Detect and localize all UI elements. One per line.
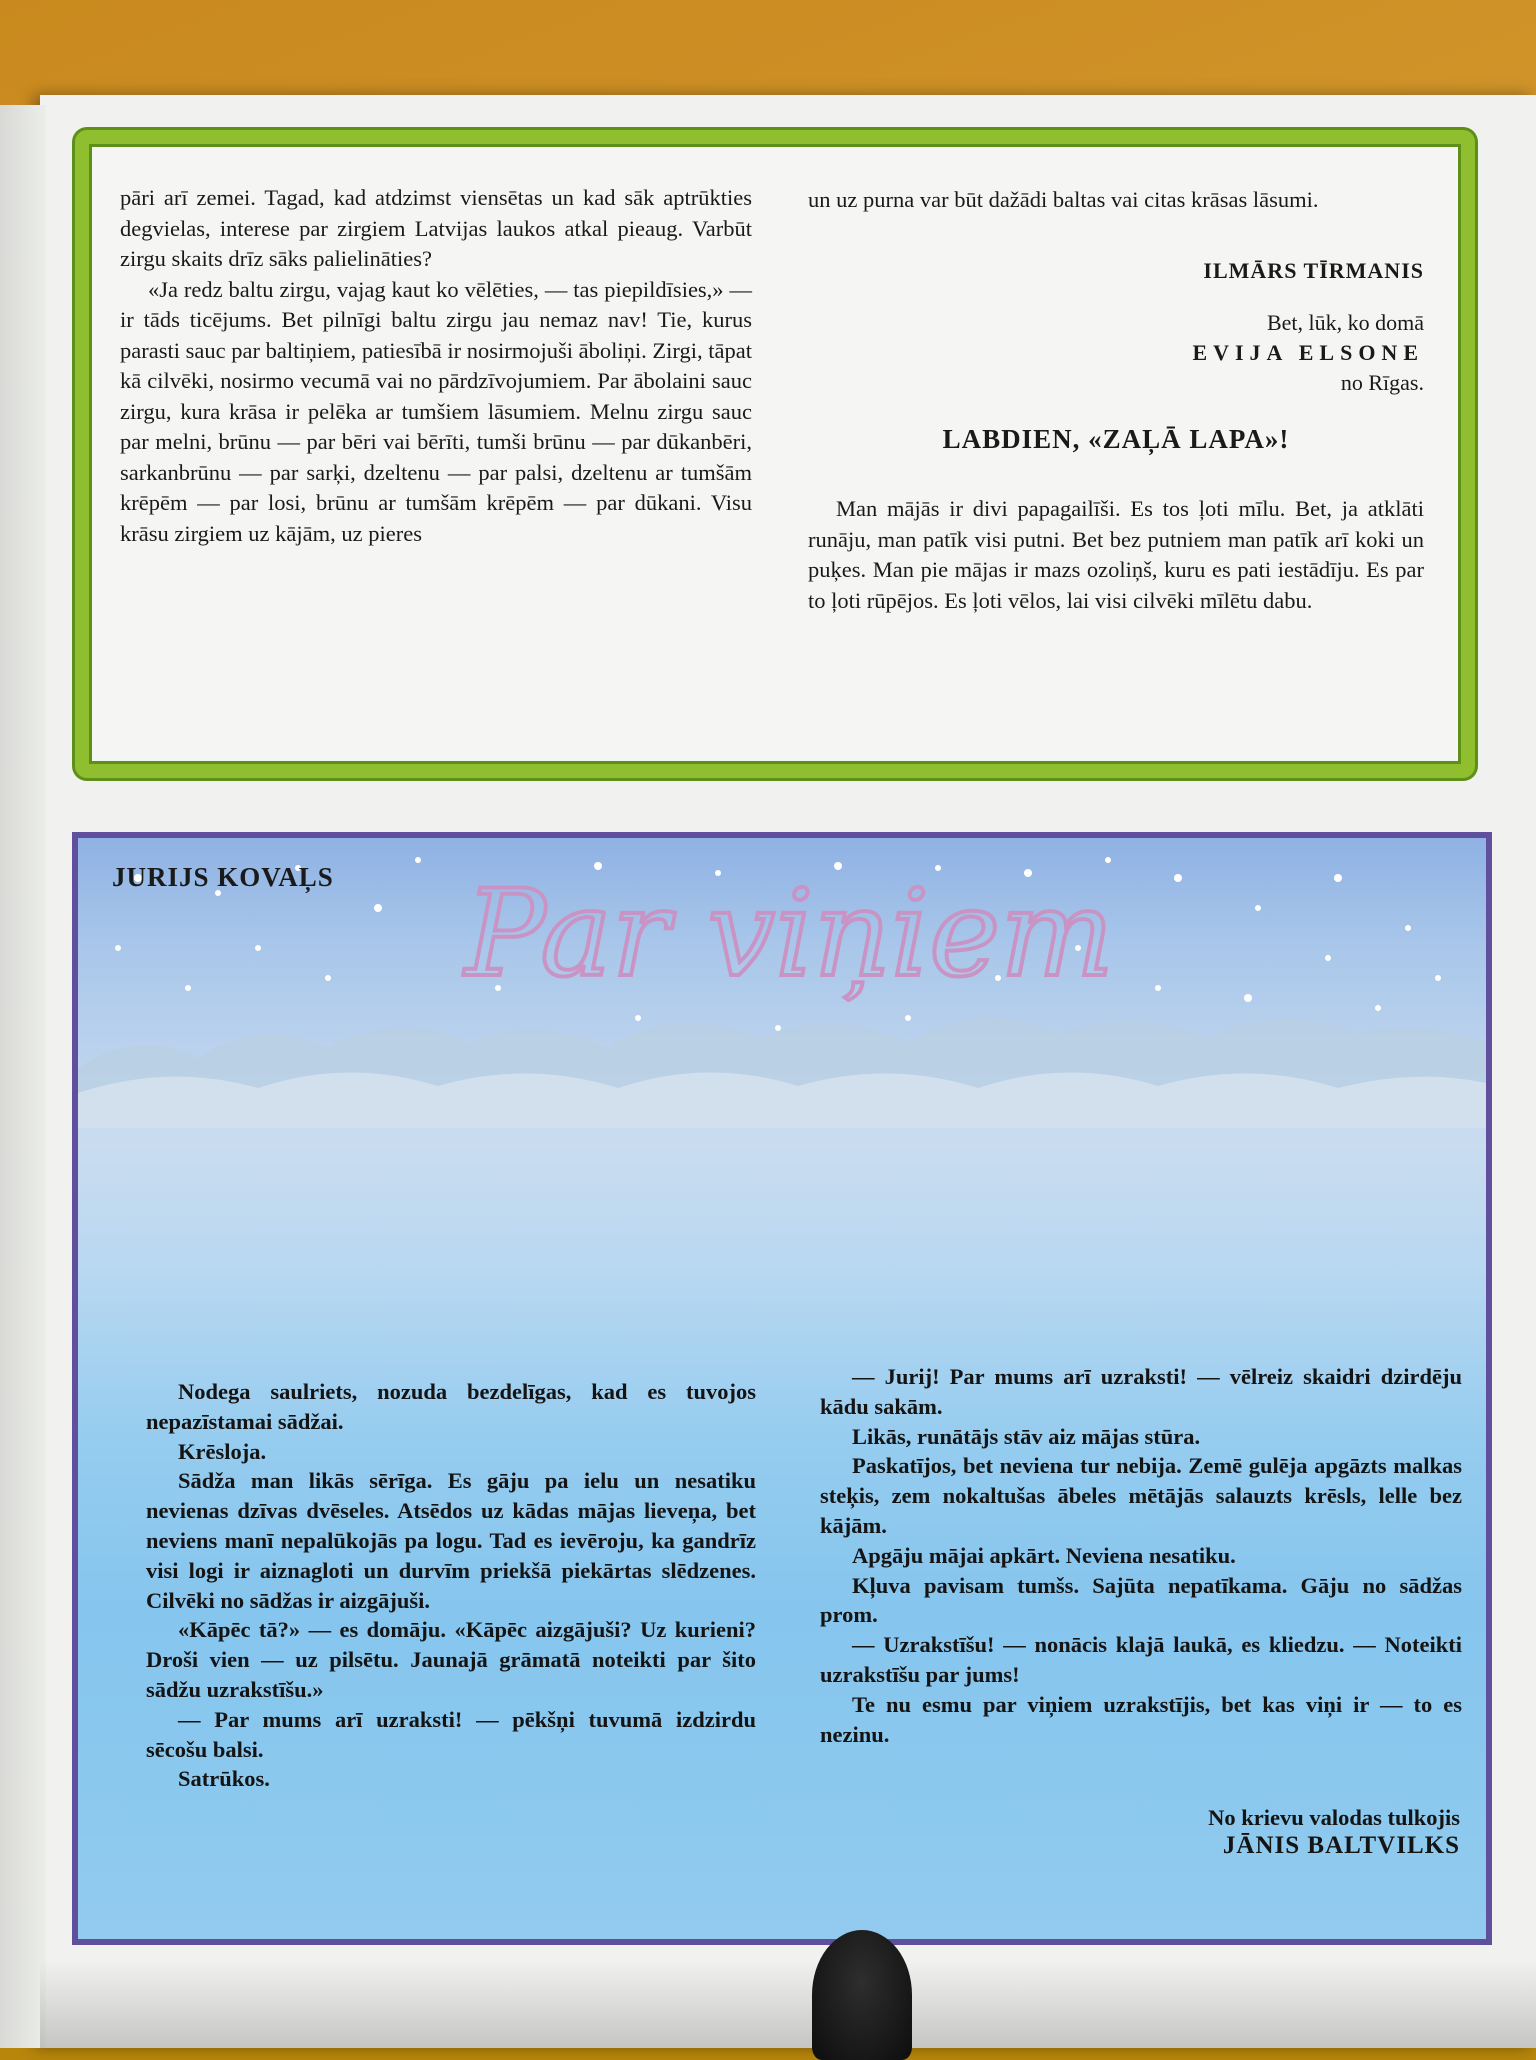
story-paragraph: Sādža man likās sērīga. Es gāju pa ielu un nesatiku nevienas dzīvas dvēseles. Atsēdos uz kādas mājas lieveņa, bet neviens manī nepalūkojās pa logu. Tad es ievēroju, ka gandrīz visi logi ir aiznagloti un durvīm priekšā piekārtas slēdzenes. Cilvēki no sādžas ir aizgājuši. <box>146 1468 756 1613</box>
story-right-column <box>820 1362 1462 1749</box>
story-paragraph: Krēsloja. <box>178 1438 267 1464</box>
story-paragraph: «Kāpēc tā?» — es domāju. «Kāpēc aizgājuši? Uz kurieni? Droši vien — uz pilsētu. Jaunajā grāmatā noteikti par šito sādžu uzrakstīšu.» <box>146 1617 756 1702</box>
story-paragraph: Kļuva pavisam tumšs. Sajūta nepatīkama. Gāju no sādžas prom. <box>820 1572 1462 1628</box>
horse-paragraph-1: pāri arī zemei. Tagad, kad atdzimst viensētas un kad sāk aptrūkties degvielas, interese par zirgiem Latvijas laukos atkal pieaug. Varbūt zirgu skaits drīz sāks palielināties? <box>120 185 752 271</box>
translator-credit <box>1020 1804 1460 1860</box>
story-title-script <box>455 855 1175 1015</box>
finger-shadow <box>812 1930 912 2060</box>
top-article-right-column <box>808 185 1424 616</box>
page-bottom-shadow <box>40 1960 1536 2048</box>
story-left-column <box>146 1377 756 1794</box>
note-author-city: no Rīgas. <box>1340 369 1424 395</box>
story-paragraph: — Jurij! Par mums arī uzraksti! — vēlreiz skaidri dzirdēju kādu sakām. <box>820 1364 1462 1419</box>
story-paragraph: Nodega saulriets, nozuda bezdelīgas, kad es tuvojos nepazīstamai sādžai. <box>146 1379 756 1434</box>
story-paragraph: Te nu esmu par viņiem uzrakstījis, bet kas viņi ir — to es nezinu. <box>820 1691 1462 1747</box>
story-paragraph: Apgāju mājai apkārt. Neviena nesatiku. <box>852 1542 1236 1568</box>
letter-text: Man mājās ir divi papagailīši. Es tos ļoti mīlu. Bet, ja atklāti runāju, man patīk visi putni. Bet bez putniem man patīk arī koki un puķes. Man pie mājas ir mazs ozoliņš, kuru es pati iestādīju. Es par to ļoti rūpējos. Es ļoti vēlos, lai visi cilvēki mīlētu dabu. <box>808 496 1424 613</box>
letter-heading: LABDIEN, «ZAĻĀ LAPA»! <box>942 423 1290 454</box>
story-title-text: Par viņiem <box>465 865 1115 1004</box>
story-author: JURIJS KOVAĻS <box>112 862 334 892</box>
story-paragraph: — Par mums arī uzraksti! — pēkšņi tuvumā izdzirdu sēcošu balsi. <box>146 1706 756 1762</box>
page-spine <box>0 105 46 2048</box>
top-article-left-column <box>120 183 752 549</box>
story-paragraph: Paskatījos, bet neviena tur nebija. Zemē gulēja apgāzts malkas steķis, zem nokaltušas ābeles mētājās salauzts krēsls, lelle bez kājām. <box>820 1453 1462 1538</box>
article-author-signature: ILMĀRS TĪRMANIS <box>1203 257 1424 283</box>
translator-line: No krievu valodas tulkojis <box>1208 1805 1460 1830</box>
story-paragraph: Likās, runātājs stāv aiz mājas stūra. <box>852 1423 1201 1449</box>
note-intro-line: Bet, lūk, ko domā <box>1266 309 1424 335</box>
horse-paragraph-2: «Ja redz baltu zirgu, vajag kaut ko vēlēties, — tas piepildīsies,» — ir tāds ticējums. Bet pilnīgi baltu zirgu jau nemaz nav! Tie, kurus parasti sauc par baltiņiem, patiesībā ir nosirmojuši āboliņi. Zirgi, tāpat kā cilvēki, nosirmo vecumā vai no pārdzīvojumiem. Par ābolaini sauc zirgu, kura krāsa ir pelēka ar tumšiem lāsumiem. Melnu zirgu sauc par melni, brūnu — par bēri vai bērīti, tumši brūnu — par dūkanbēri, sarkanbrūnu — par sarķi, dzeltenu — par palsi, dzeltenu ar tumšām krēpēm — par losi, brūnu ar tumšām krēpēm — par dūkani. Visu krāsu zirgiem uz kājām, uz pieres <box>120 276 752 546</box>
note-author-name: EVIJA ELSONE <box>1192 339 1424 365</box>
translator-name: JĀNIS BALTVILKS <box>1222 1832 1460 1859</box>
story-paragraph: — Uzrakstīšu! — nonācis klajā laukā, es kliedzu. — Noteikti uzrakstīšu par jums! <box>820 1632 1462 1687</box>
horse-paragraph-end: un uz purna var būt dažādi baltas vai citas krāsas lāsumi. <box>808 187 1319 212</box>
story-paragraph: Satrūkos. <box>178 1766 270 1792</box>
